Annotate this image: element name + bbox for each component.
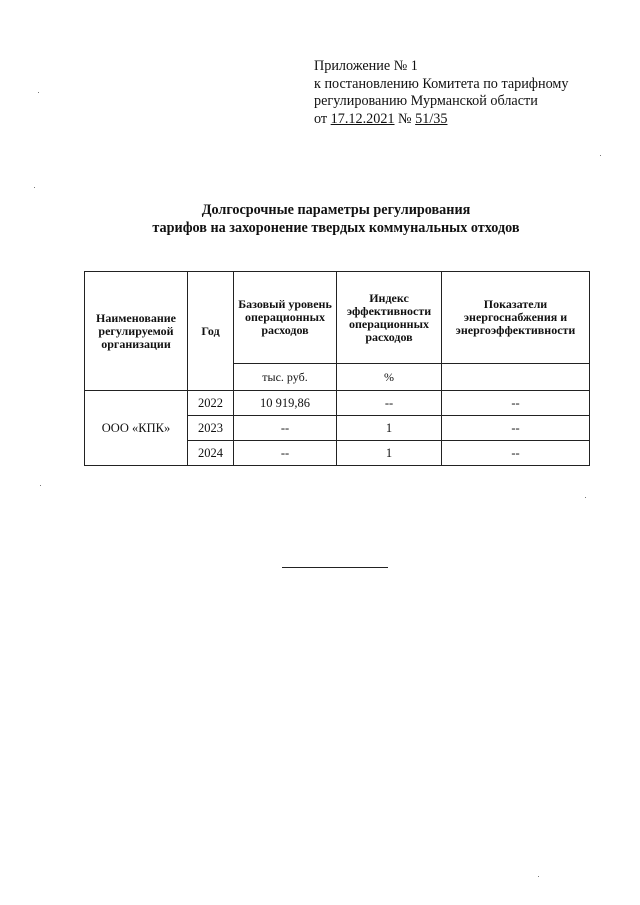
cell-energy-indicators: -- <box>442 416 590 441</box>
unit-efficiency-index: % <box>337 364 442 391</box>
header-base-costs: Базовый уровень операционных расходов <box>234 272 337 364</box>
cell-year: 2022 <box>188 391 234 416</box>
annex-date-prefix: от <box>314 110 331 127</box>
scan-speck <box>538 876 539 877</box>
parameters-table <box>84 271 590 466</box>
cell-efficiency-index: -- <box>337 391 442 416</box>
scan-speck <box>600 155 601 156</box>
unit-energy-indicators <box>442 364 590 391</box>
scan-speck <box>38 92 39 93</box>
header-energy-indicators: Показатели энергоснабжения и энергоэффективности <box>442 272 590 364</box>
annex-line-committee: регулированию Мурманской области <box>314 93 538 109</box>
table-row <box>85 391 590 416</box>
annex-number-prefix: № <box>394 110 416 127</box>
cell-year: 2023 <box>188 416 234 441</box>
annex-date: 17.12.2021 <box>330 110 395 127</box>
cell-base-costs: -- <box>234 441 337 466</box>
annex-number: 51/35 <box>415 110 448 127</box>
cell-energy-indicators: -- <box>442 391 590 416</box>
document-title-line2: тарифов на захоронение твердых коммунальных отходов <box>152 220 520 236</box>
table-header-row <box>85 272 590 364</box>
cell-energy-indicators: -- <box>442 441 590 466</box>
document-title-line1: Долгосрочные параметры регулирования <box>201 202 471 218</box>
annex-date-line <box>314 111 624 129</box>
document-title <box>80 201 592 237</box>
header-year: Год <box>188 272 234 391</box>
cell-base-costs: -- <box>234 416 337 441</box>
scan-speck <box>34 187 35 188</box>
header-efficiency-index: Индекс эффективности операционных расходов <box>337 272 442 364</box>
cell-organization: ООО «КПК» <box>85 391 188 466</box>
separator-line <box>282 567 388 568</box>
scan-speck <box>585 497 586 498</box>
annex-line-resolution: к постановлению Комитета по тарифному <box>314 75 569 92</box>
annex-header <box>314 58 624 128</box>
scan-speck <box>40 485 41 486</box>
cell-efficiency-index: 1 <box>337 441 442 466</box>
header-organization: Наименование регулируемой организации <box>85 272 188 391</box>
cell-efficiency-index: 1 <box>337 416 442 441</box>
unit-base-costs: тыс. руб. <box>234 364 337 391</box>
cell-year: 2024 <box>188 441 234 466</box>
annex-title: Приложение № 1 <box>314 58 418 74</box>
cell-base-costs: 10 919,86 <box>234 391 337 416</box>
